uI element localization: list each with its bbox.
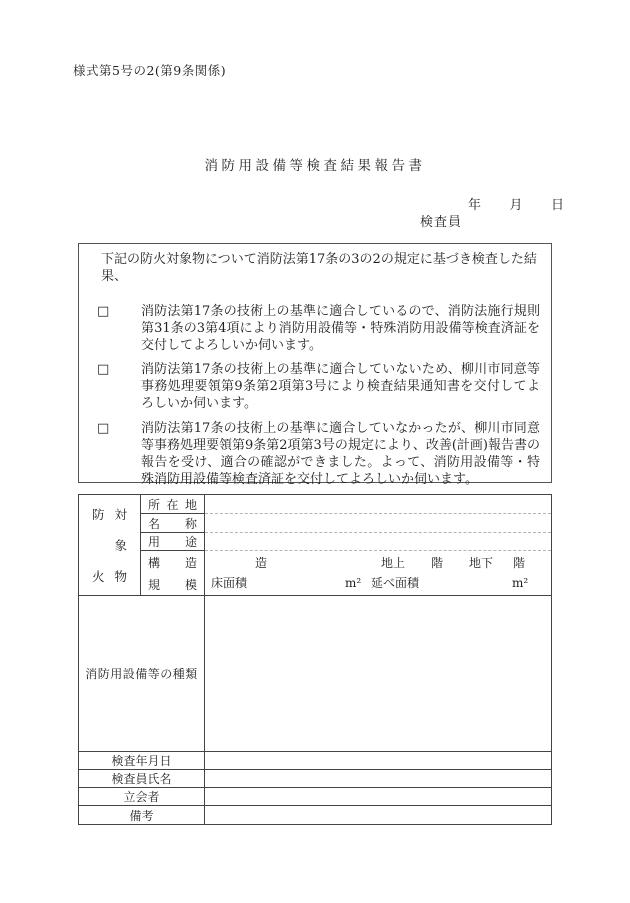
group-char: 対 [114,507,127,523]
statement-option-1-text: 消防法第17条の技術上の基準に適合しているので、消防法施行規則第31条の3第4項により消防用設備等・特殊消防用設備等検査済証を交付してよろしいか伺います。 [141,304,540,353]
label-witness: 立会者 [79,788,205,806]
below-ground-label: 地下 [469,556,494,570]
sqm-unit: m² [345,576,362,590]
checkbox-col [79,361,141,412]
group-char: 防 [91,507,105,523]
sqm-unit: m² [512,576,529,590]
total-floor-area-label: 延べ面積 [371,576,420,590]
label-inspector-name: 検査員氏名 [79,770,205,788]
date-year-label: 年 [468,198,482,213]
date-month-label: 月 [509,198,523,213]
field-structure-scale[interactable] [205,551,551,596]
label-remarks: 備考 [79,806,205,824]
label-inspection-date: 検査年月日 [79,752,205,770]
checkbox-option-2[interactable]: □ [97,362,110,377]
field-name[interactable] [205,514,551,533]
floors-label: 階 [431,556,444,570]
fire-object-table [78,494,552,825]
field-inspector-name[interactable] [205,770,551,788]
checkbox-option-1[interactable]: □ [97,304,110,319]
field-inspection-date[interactable] [205,752,551,770]
field-use[interactable] [205,533,551,551]
label-scale: 規 模 [148,577,197,592]
checkbox-col [79,420,141,488]
form-number: 様式第5号の2(第9条関係) [73,63,227,78]
checkbox-col [79,303,141,354]
statement-option-2 [79,361,540,412]
field-witness[interactable] [205,788,551,806]
structure-type-suffix: 造 [255,556,268,570]
field-location[interactable] [205,495,551,514]
label-structure: 構 造 [148,555,197,570]
statement-option-1 [79,303,540,354]
field-equipment-type[interactable] [205,596,551,752]
statement-box [78,243,552,487]
statement-option-3-text: 消防法第17条の技術上の基準に適合していなかったが、柳川市同意等事務処理要領第9条第2項第3号の規定により、改善(計画)報告書の報告を受け、適合の確認ができました。よって、消防用設備等・特殊消防用設備等検査済証を交付してよろしいか伺います。 [141,421,540,487]
inspector-label: 検査員 [420,215,463,230]
group-char: 象 [114,537,127,553]
scale-line [205,572,551,594]
label-equipment-type: 消防用設備等の種類 [79,596,205,752]
statement-option-2-text: 消防法第17条の技術上の基準に適合していないため、柳川市同意等事務処理要領第9条第2項第3号により検査結果通知書を交付してよろしいか伺います。 [141,362,540,411]
page-title: 消防用設備等検査結果報告書 [204,158,426,174]
checkbox-option-3[interactable]: □ [97,421,110,436]
group-char: 火 [91,568,105,584]
fire-object-group-label [79,495,141,596]
label-use: 用 途 [141,533,205,551]
label-name: 名 称 [141,514,205,533]
label-structure-scale [141,551,205,596]
structure-line [205,552,551,574]
field-remarks[interactable] [205,806,551,824]
above-ground-label: 地上 [381,556,406,570]
floor-area-label: 床面積 [211,576,248,590]
statement-option-3 [79,420,540,488]
group-char: 物 [114,568,127,584]
label-location: 所 在 地 [141,495,205,514]
statement-intro: 下記の防火対象物について消防法第17条の3の2の規定に基づき検査した結果、 [101,252,537,284]
date-day-label: 日 [550,198,564,213]
date-line [468,194,564,213]
floors-label: 階 [513,556,526,570]
